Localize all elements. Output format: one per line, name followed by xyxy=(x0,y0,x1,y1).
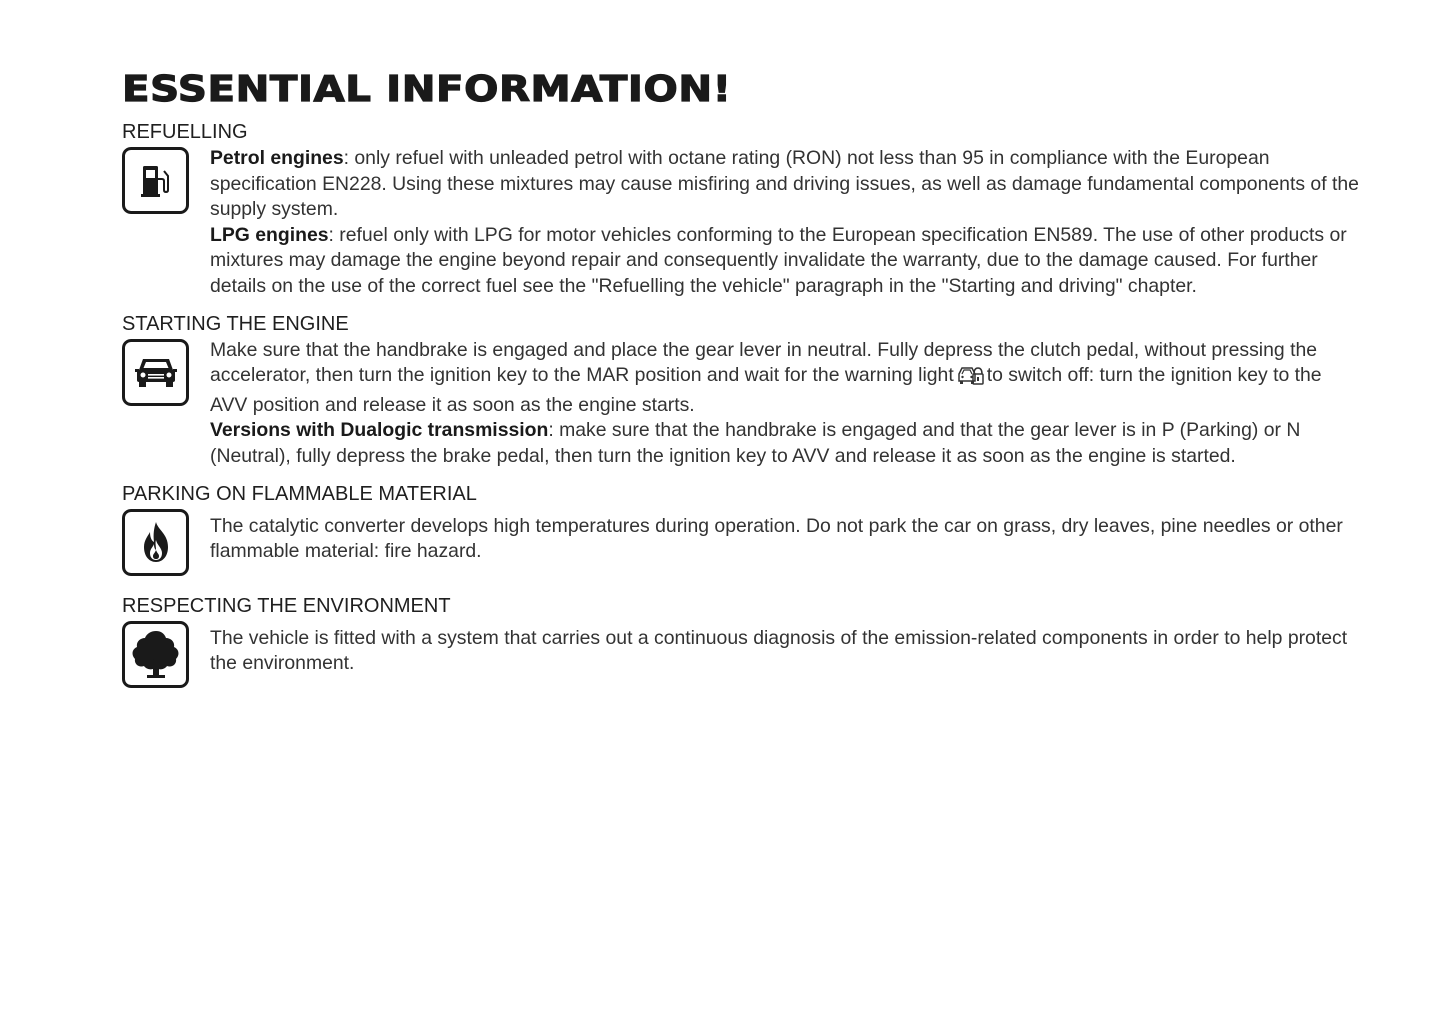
section-body xyxy=(122,620,1362,688)
paragraph-dualogic xyxy=(210,418,1362,469)
section-parking-flammable xyxy=(122,482,1362,576)
section-environment xyxy=(122,594,1362,688)
section-text xyxy=(210,620,1362,677)
car-front-icon xyxy=(122,339,189,406)
paragraph-lead: LPG engines xyxy=(210,223,329,246)
page xyxy=(122,68,1362,688)
paragraph-start-procedure xyxy=(210,338,1362,419)
section-heading: PARKING ON FLAMMABLE MATERIAL xyxy=(122,482,477,505)
section-refuelling xyxy=(122,120,1362,300)
section-starting-engine xyxy=(122,312,1362,470)
paragraph-petrol xyxy=(210,146,1362,223)
paragraph-text: : only refuel with unleaded petrol with octane rating (RON) not less than 95 in compliance with the European specification EN228. Using these mixtures may cause misfiring and driving issues, as well as damage fundamental components of the supply system. xyxy=(210,147,1359,221)
paragraph-fire-hazard: The catalytic converter develops high temperatures during operation. Do not park the car on grass, dry leaves, pine needles or other flammable material: fire hazard. xyxy=(210,514,1343,563)
paragraph-lead: Petrol engines xyxy=(210,147,344,169)
section-heading: STARTING THE ENGINE xyxy=(122,312,349,335)
paragraph-text: to switch off: turn the ignition key to the AVV position and release it as soon as the engine starts. xyxy=(210,364,1322,416)
fuel-pump-icon xyxy=(122,147,189,214)
section-body xyxy=(122,146,1362,300)
fire-icon xyxy=(122,509,189,576)
paragraph-text: : refuel only with LPG for motor vehicles conforming to the European specification EN589. The use of other products or mixtures may damage the engine beyond repair and consequently invalidate the warranty, due to the damage caused. For further details on the use of the correct fuel see the "Refuelling the vehicle" paragraph in the "Starting and driving" chapter. xyxy=(210,223,1347,297)
immobilizer-warning-icon xyxy=(956,365,984,393)
paragraph-environment: The vehicle is fitted with a system that carries out a continuous diagnosis of the emission-related components in order to help protect the environment. xyxy=(210,626,1348,675)
section-heading: RESPECTING THE ENVIRONMENT xyxy=(122,594,451,617)
section-text xyxy=(210,146,1362,300)
paragraph-lpg xyxy=(210,223,1362,300)
section-text xyxy=(210,338,1362,470)
section-body xyxy=(122,338,1362,470)
paragraph-text: : make sure that the handbrake is engaged and that the gear lever is in P (Parking) or N (Neutral), fully depress the brake pedal, then turn the ignition key to AVV and release it as soon as the engine is started. xyxy=(210,419,1301,467)
paragraph-lead: Versions with Dualogic transmission xyxy=(210,419,549,442)
section-body xyxy=(122,508,1362,576)
page-title: ESSENTIAL INFORMATION! xyxy=(122,69,732,110)
tree-icon xyxy=(122,621,189,688)
paragraph-text: Make sure that the handbrake is engaged and place the gear lever in neutral. Fully depress the clutch pedal, without pressing the accelerator, then turn the ignition key to the MAR position and wait for the warning light xyxy=(210,338,1318,387)
section-text xyxy=(210,508,1362,565)
section-heading: REFUELLING xyxy=(122,121,248,143)
